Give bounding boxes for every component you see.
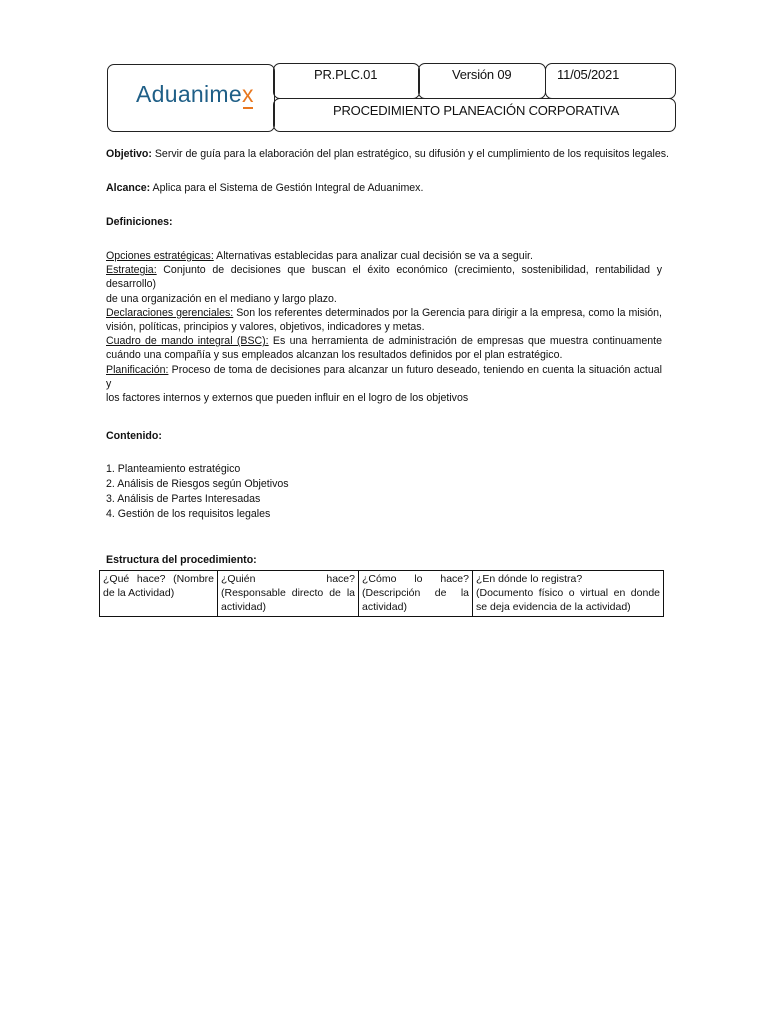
objetivo-paragraph — [106, 147, 669, 161]
definition-term: Declaraciones gerenciales: — [106, 306, 234, 319]
procedure-structure-table — [99, 570, 664, 617]
definition-text: Son los referentes determinados por la Gerencia para dirigir a la empresa, como la misión, — [233, 306, 662, 319]
definition-item — [106, 334, 662, 348]
contenido-heading-block — [106, 429, 662, 443]
table-header-line: actividad) — [221, 601, 266, 614]
definition-text-continued: visión, políticas, principios y valores, objetivos, indicadores y metas. — [106, 321, 425, 334]
table-header-cell — [100, 571, 218, 617]
definiciones-heading-block — [106, 215, 662, 229]
table-header-line: ¿Cómo lo hace? — [362, 573, 469, 585]
alcance-label: Alcance: — [106, 182, 151, 194]
logo-x-mark: x — [241, 81, 254, 107]
objetivo-label: Objetivo: — [106, 148, 152, 160]
definition-term: Estrategia: — [106, 264, 157, 277]
table-header-cell — [473, 571, 664, 617]
definition-item — [106, 363, 662, 391]
table-header-line: ¿En dónde lo registra? — [476, 573, 583, 585]
definiciones-list — [106, 249, 662, 405]
contenido-list — [106, 462, 662, 522]
definition-item — [106, 263, 662, 291]
definition-text-continued: cuándo una compañía y sus empleados alcanzan los resultados definidos por el plan estratégico. — [106, 349, 563, 362]
table-header-cell — [218, 571, 359, 617]
contenido-item: 2. Análisis de Riesgos según Objetivos — [106, 478, 289, 490]
objetivo-text: Servir de guía para la elaboración del plan estratégico, su difusión y el cumplimiento de los requisitos legales. — [151, 148, 669, 160]
estructura-heading: Estructura del procedimiento: — [106, 554, 257, 566]
table-header-line: ¿Quién hace? — [221, 573, 355, 585]
contenido-heading: Contenido: — [106, 430, 162, 442]
doc-code: PR.PLC.01 — [314, 67, 378, 82]
company-logo — [136, 81, 254, 108]
definition-text: Proceso de toma de decisiones para alcanzar un futuro deseado, teniendo en cuenta la situación actual y — [106, 363, 662, 390]
table-header-line: (Responsable directo de la — [221, 587, 355, 600]
contenido-item: 4. Gestión de los requisitos legales — [106, 508, 271, 520]
doc-version: Versión 09 — [452, 67, 512, 82]
table-header-cell — [359, 571, 473, 617]
definition-text-continued: de una organización en el mediano y largo plazo. — [106, 292, 337, 305]
doc-date: 11/05/2021 — [557, 67, 620, 82]
contenido-item: 1. Planteamiento estratégico — [106, 463, 241, 475]
contenido-item: 3. Análisis de Partes Interesadas — [106, 493, 261, 505]
definition-text: Conjunto de decisiones que buscan el éxito económico (crecimiento, sostenibilidad, rentabilidad y desarrollo) — [106, 264, 662, 291]
alcance-text: Aplica para el Sistema de Gestión Integral de Aduanimex. — [150, 182, 424, 194]
definition-term: Opciones estratégicas: — [106, 250, 214, 262]
table-header-line: ¿Qué hace? (Nombre — [103, 573, 214, 585]
table-row — [100, 571, 664, 617]
table-header-line: actividad) — [362, 601, 407, 614]
doc-title: PROCEDIMIENTO PLANEACIÓN CORPORATIVA — [333, 103, 620, 118]
table-header-line: (Documento físico o virtual en donde — [476, 587, 660, 600]
logo-text-main: Aduanime — [136, 81, 242, 107]
table-header-line: (Descripción de la — [362, 587, 469, 600]
definition-item — [106, 306, 662, 320]
definition-text: Es una herramienta de administración de empresas que muestra continuamente — [268, 335, 662, 348]
definition-term: Planificación: — [106, 363, 169, 376]
definition-text-continued: los factores internos y externos que pueden influir en el logro de los objetivos — [106, 392, 469, 405]
table-header-line: se deja evidencia de la actividad) — [476, 601, 631, 614]
definition-term: Cuadro de mando integral (BSC): — [106, 335, 269, 348]
definiciones-heading: Definiciones: — [106, 216, 173, 228]
table-header-line: de la Actividad) — [103, 587, 175, 600]
alcance-paragraph — [106, 181, 662, 195]
definition-item — [106, 249, 662, 263]
definition-text: Alternativas establecidas para analizar cual decisión se va a seguir. — [213, 250, 533, 262]
estructura-heading-block — [106, 553, 662, 567]
